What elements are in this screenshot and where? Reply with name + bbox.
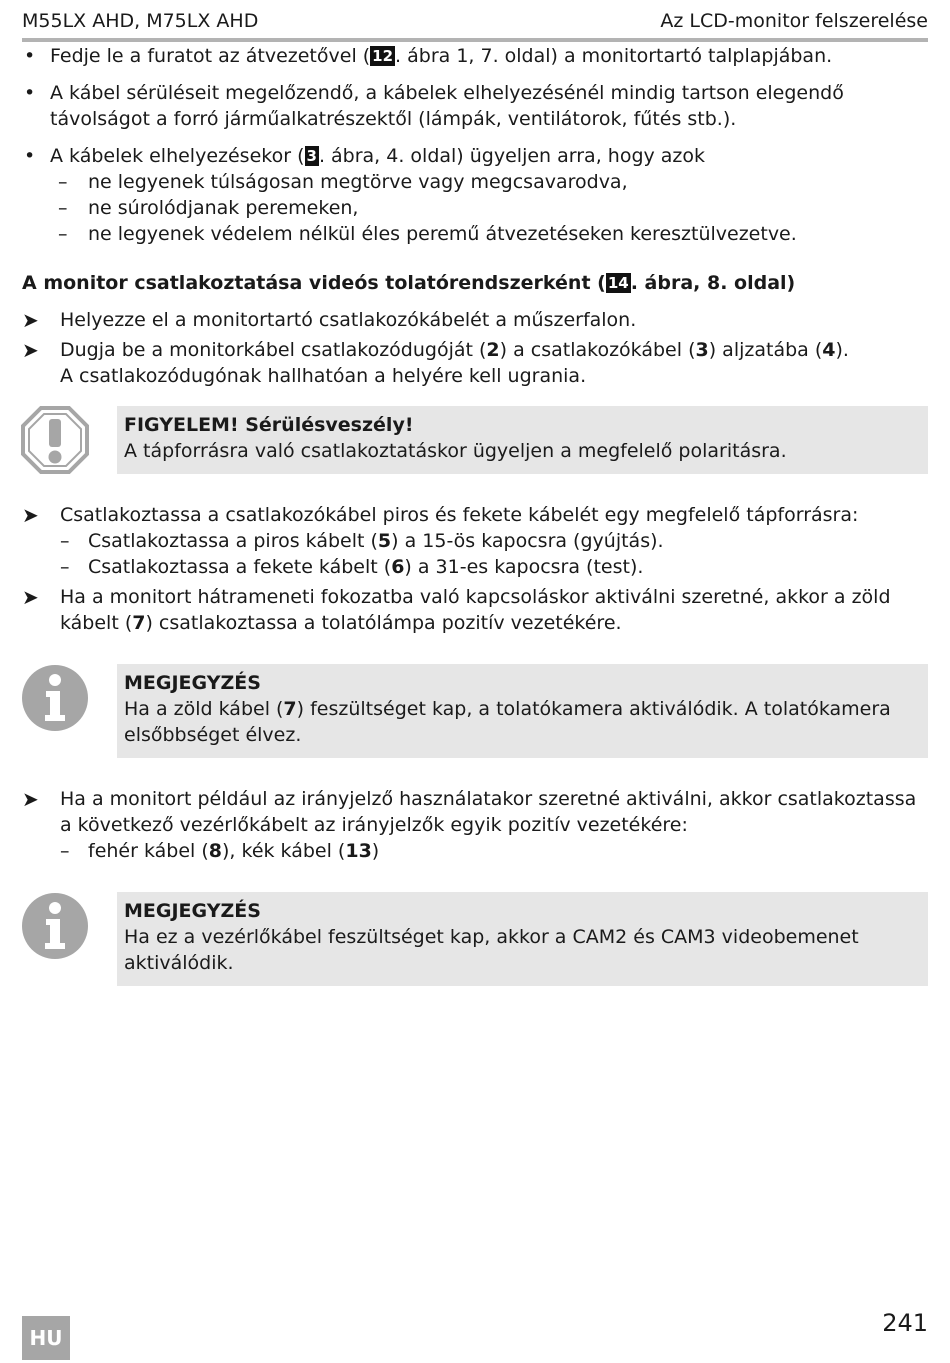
steps-2 [22, 502, 928, 636]
arrow-icon: ➤ [22, 503, 39, 527]
bullet-text: . ábra, 4. oldal) ügyeljen arra, hogy azok [318, 145, 706, 167]
section-heading: A monitor csatlakoztatása videós tolatórendszerként ( 14 . ábra, 8. oldal) [22, 272, 796, 294]
steps-1 [22, 307, 928, 389]
info-icon [20, 891, 90, 961]
dash-item: – Csatlakoztassa a piros kábelt (5) a 15-ös kapocsra (gyújtás). [22, 528, 928, 554]
arrow-icon: ➤ [22, 585, 39, 609]
note-box [117, 892, 928, 986]
warning-icon [20, 405, 90, 475]
steps-3 [22, 786, 928, 864]
bullet-text: . ábra 1, 7. oldal) a monitortartó talplapjában. [395, 45, 833, 67]
warning-title: FIGYELEM! Sérülésveszély! [124, 414, 414, 436]
note-title: MEGJEGYZÉS [124, 900, 261, 922]
bullet-text: Fedje le a furatot az átvezetővel ( [50, 45, 371, 67]
dash-item: – Csatlakoztassa a fekete kábelt (6) a 31-es kapocsra (test). [22, 554, 928, 580]
dash-item: – ne legyenek túlságosan megtörve vagy megcsavarodva, [22, 169, 928, 195]
note-text: Ha ez a vezérlőkábel feszültséget kap, akkor a CAM2 és CAM3 videobemenet aktiválódik. [124, 926, 859, 974]
dash-item: – ne súrolódjanak peremeken, [22, 195, 928, 221]
arrow-icon: ➤ [22, 787, 39, 811]
dash-item: – ne legyenek védelem nélkül éles peremű átvezetéseken keresztülvezetve. [22, 221, 928, 247]
bullet-item [22, 80, 928, 132]
page-header [22, 6, 928, 42]
header-model: M55LX AHD, M75LX AHD [22, 10, 259, 32]
warning-box [117, 406, 928, 474]
note-text: Ha a zöld kábel (7) feszültséget kap, a tolatókamera aktiválódik. A tolatókamera elsőbbséget élvez. [124, 698, 891, 746]
step-item: ➤ Dugja be a monitorkábel csatlakozódugóját (2) a csatlakozókábel (3) aljzatába (4). A csatlakozódugónak hallhatóan a helyére kell ugrania. [22, 338, 849, 387]
header-chapter: Az LCD-monitor felszerelése [660, 10, 928, 32]
note-title: MEGJEGYZÉS [124, 672, 261, 694]
bullet-list [22, 43, 928, 247]
bullet-text: A kábelek elhelyezésekor ( [50, 145, 305, 167]
step-item: ➤ Csatlakoztassa a csatlakozókábel piros és fekete kábelét egy megfelelő tápforrásra: [22, 503, 859, 527]
bullet-item [22, 143, 928, 169]
figure-ref: 12 [372, 47, 394, 65]
warning-text: A tápforrásra való csatlakoztatáskor ügyeljen a megfelelő polaritásra. [124, 440, 787, 462]
step-item: ➤ Ha a monitort például az irányjelző használatakor szeretné aktiválni, akkor csatlakoztassa a következő vezérlőkábelt az irányjelzők egyik pozitív vezetékére: [22, 787, 917, 836]
arrow-icon: ➤ [22, 338, 39, 362]
bullet-item [22, 43, 928, 69]
bullet-text: A kábel sérüléseit megelőzendő, a kábelek elhelyezésénél mindig tartson elegendő távolságot a forró járműalkatrészektől (lámpák, ventilátorok, fűtés stb.). [50, 82, 844, 130]
figure-ref: 14 [607, 274, 629, 292]
step-item: ➤ Helyezze el a monitortartó csatlakozókábelét a műszerfalon. [22, 308, 637, 332]
info-icon [20, 663, 90, 733]
note-box [117, 664, 928, 758]
language-badge: HU [22, 1316, 70, 1360]
page-number: 241 [882, 1309, 928, 1337]
dash-item: – fehér kábel (8), kék kábel (13) [22, 838, 928, 864]
arrow-icon: ➤ [22, 308, 39, 332]
step-item: ➤ Ha a monitort hátrameneti fokozatba való kapcsoláskor aktiválni szeretné, akkor a zöld kábelt (7) csatlakoztassa a tolatólámpa pozitív vezetékére. [22, 585, 891, 634]
figure-ref: 3 [306, 147, 317, 165]
